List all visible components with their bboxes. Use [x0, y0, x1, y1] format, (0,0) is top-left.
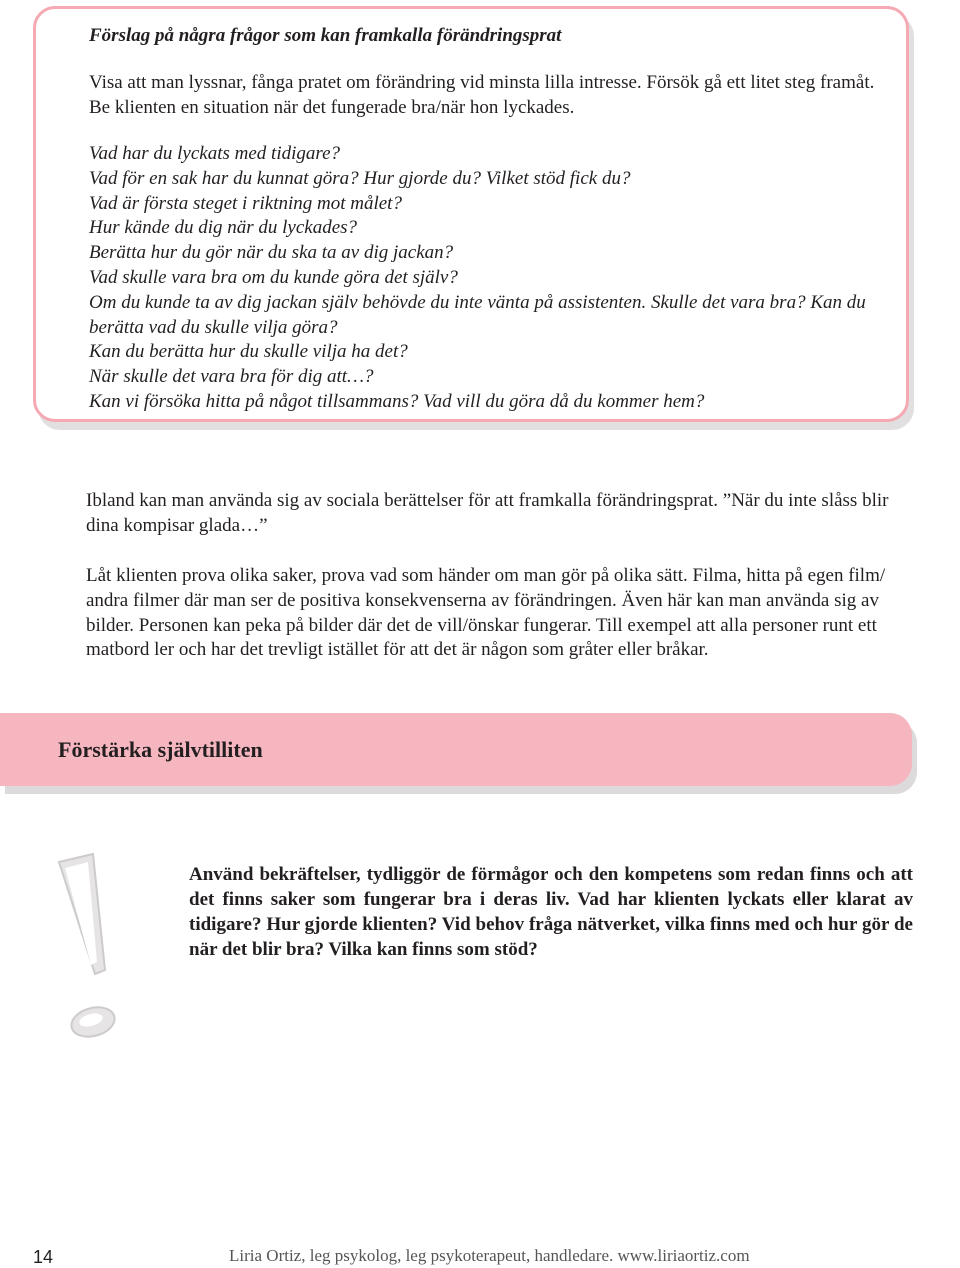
page-number: 14 — [33, 1247, 54, 1267]
question-item: Vad är första steget i riktning mot målet? — [89, 192, 402, 214]
question-item: Vad skulle vara bra om du kunde göra det själv? — [89, 266, 458, 288]
paragraph-social-stories: Ibland kan man använda sig av sociala berättelser för att framkalla förändringsprat. ”När du inte slåss blir dina kompisar glada…” — [86, 490, 889, 536]
paragraph-try-things: Låt klienten prova olika saker, prova vad som händer om man gör på olika sätt. Filma, hitta på egen film/ andra filmer där man ser de positiva konsekvenserna av förändringen. Även här kan man använda sig av bilder. Personen kan peka på bilder där det de vill/önskar fungerar. Till exempel att alla personer runt ett matbord ler och har det trevligt istället för att det är någon som gråter eller bråkar. — [86, 565, 886, 661]
exclamation-mark-icon — [55, 852, 135, 1052]
section-banner — [0, 713, 912, 786]
footer-credit: Liria Ortiz, leg psykolog, leg psykoterapeut, handledare. www.liriaortiz.com — [229, 1246, 750, 1265]
questions-box — [33, 6, 909, 422]
callout-text: Använd bekräftelser, tydliggör de förmågor och den kompetens som redan finns och att det finns saker som fungerar bra i deras liv. Vad har klienten lyckats eller klarat av tidigare? Hur gjorde klienten? Vid behov fråga nätverket, vilka finns med och hur gör de när det blir bra? Vilka kan finns som stöd? — [189, 864, 913, 960]
questions-box-intro: Visa att man lyssnar, fånga pratet om förändring vid minsta lilla intresse. Försök gå ett litet steg framåt. Be klienten en situation när det fungerade bra/när hon lyckades. — [89, 72, 875, 118]
question-item: Vad för en sak har du kunnat göra? Hur gjorde du? Vilket stöd fick du? — [89, 167, 631, 189]
questions-box-content — [89, 23, 899, 415]
questions-box-title: Förslag på några frågor som kan framkalla förändringsprat — [89, 25, 562, 46]
question-item: Vad har du lyckats med tidigare? — [89, 143, 341, 164]
question-list — [89, 142, 899, 415]
section-title: Förstärka självtilliten — [58, 737, 263, 762]
question-item: Kan du berätta hur du skulle vilja ha det? — [89, 341, 408, 363]
question-item: Kan vi försöka hitta på något tillsammans? Vad vill du göra då du kommer hem? — [89, 390, 705, 412]
question-item: Berätta hur du gör när du ska ta av dig jackan? — [89, 242, 454, 264]
question-item: Om du kunde ta av dig jackan själv behövde du inte vänta på assistenten. Skulle det vara bra? Kan du berätta vad du skulle vilja göra? — [89, 291, 866, 338]
question-item: När skulle det vara bra för dig att…? — [89, 366, 374, 388]
question-item: Hur kände du dig när du lyckades? — [89, 217, 358, 239]
